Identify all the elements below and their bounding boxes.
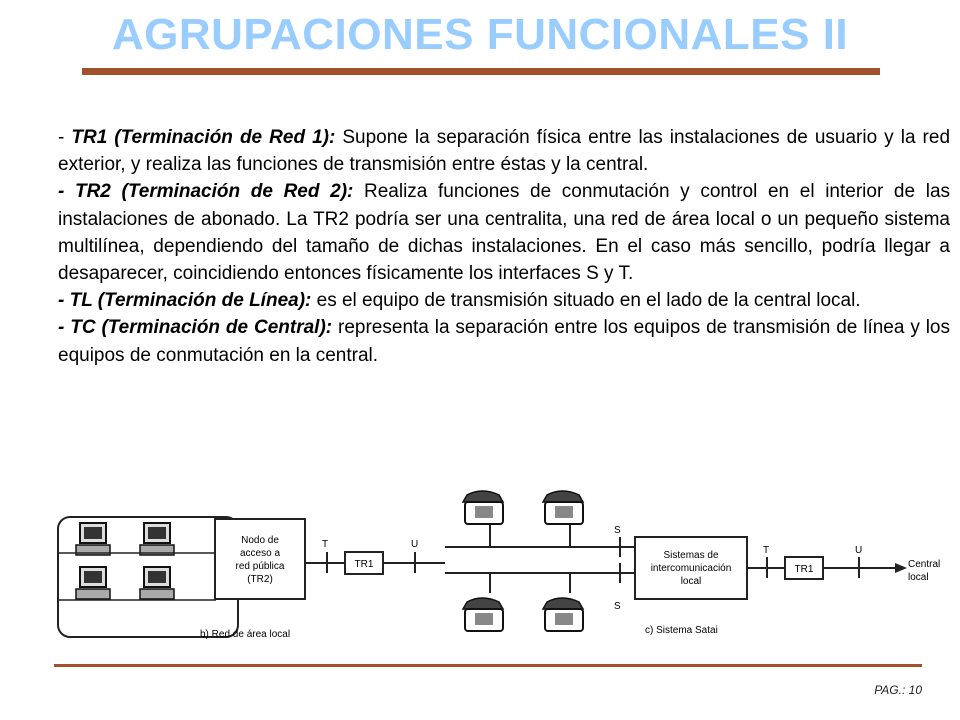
body-text	[58, 124, 950, 369]
paragraph-tc	[58, 314, 950, 368]
reference-point-t-label: T	[763, 545, 770, 556]
computer-icon	[140, 523, 174, 555]
term-tl: - TL (Terminación de Línea):	[58, 290, 312, 312]
definition-tl: es el equipo de transmisión situado en el lado de la central local.	[311, 290, 861, 312]
system-label-line3: local	[680, 576, 702, 587]
paragraph-tr1	[58, 124, 950, 178]
telephone-icon	[543, 598, 583, 631]
reference-point-s-top-label: S	[614, 525, 621, 536]
reference-point-u-label: U	[855, 545, 863, 556]
definition-tc: representa la separación entre los equipos de transmisión de línea y los equipos de conmutación en la central.	[58, 317, 950, 366]
arrow-right-icon	[895, 563, 907, 573]
term-tc: - TC (Terminación de Central):	[58, 317, 333, 339]
node-label-line1: Nodo de	[241, 535, 279, 546]
figure-lan-diagram	[40, 505, 445, 655]
page-number: PAG.: 10	[874, 683, 922, 697]
definition-tr2: Realiza funciones de conmutación y control en el interior de las instalaciones de abonado. La TR2 podría ser una centralita, una red de área local o un pequeño sistema multilínea, dependiendo del tamaño de dichas instalaciones. En el caso más sencillo, podría llegar a desaparecer, coincidiendo entonces físicamente los interfaces S y T.	[58, 181, 951, 285]
telephone-icon	[463, 598, 503, 631]
page-title: AGRUPACIONES FUNCIONALES II	[111, 10, 849, 59]
telephone-icon	[463, 491, 503, 524]
system-label-line1: Sistemas de	[663, 550, 719, 561]
term-tr2: - TR2 (Terminación de Red 2):	[58, 181, 354, 203]
title-divider	[82, 68, 880, 75]
tr1-label: TR1	[794, 564, 814, 575]
definition-tr1: Supone la separación física entre las instalaciones de usuario y la red exterior, y realiza las funciones de transmisión entre éstas y la central.	[58, 127, 951, 176]
access-node-box	[215, 519, 305, 599]
computer-icon	[76, 567, 110, 599]
reference-point-s-bottom-label: S	[614, 601, 621, 612]
central-label-line1: Central	[908, 559, 941, 570]
central-label-line2: local	[908, 572, 929, 583]
figure-satai-diagram	[445, 485, 945, 657]
node-label-line2: acceso a	[239, 548, 281, 559]
computer-icon	[76, 523, 110, 555]
term-tr1: TR1 (Terminación de Red 1):	[71, 127, 336, 148]
figure-lan-caption: b) Red de área local	[200, 629, 291, 640]
telephone-icon	[543, 491, 583, 524]
node-label-line4: (TR2)	[247, 574, 273, 585]
node-label-line3: red pública	[235, 561, 285, 572]
paragraph-prefix: -	[58, 127, 72, 148]
figure-satai-caption: c) Sistema Satai	[645, 625, 718, 636]
tr1-label: TR1	[354, 559, 374, 570]
system-label-line2: intercomunicación	[650, 563, 732, 574]
paragraph-tl	[58, 287, 950, 314]
footer-divider	[54, 664, 922, 667]
reference-point-t-label: T	[322, 539, 329, 550]
computer-icon	[140, 567, 174, 599]
reference-point-u-label: U	[411, 539, 419, 550]
paragraph-tr2	[58, 178, 950, 287]
